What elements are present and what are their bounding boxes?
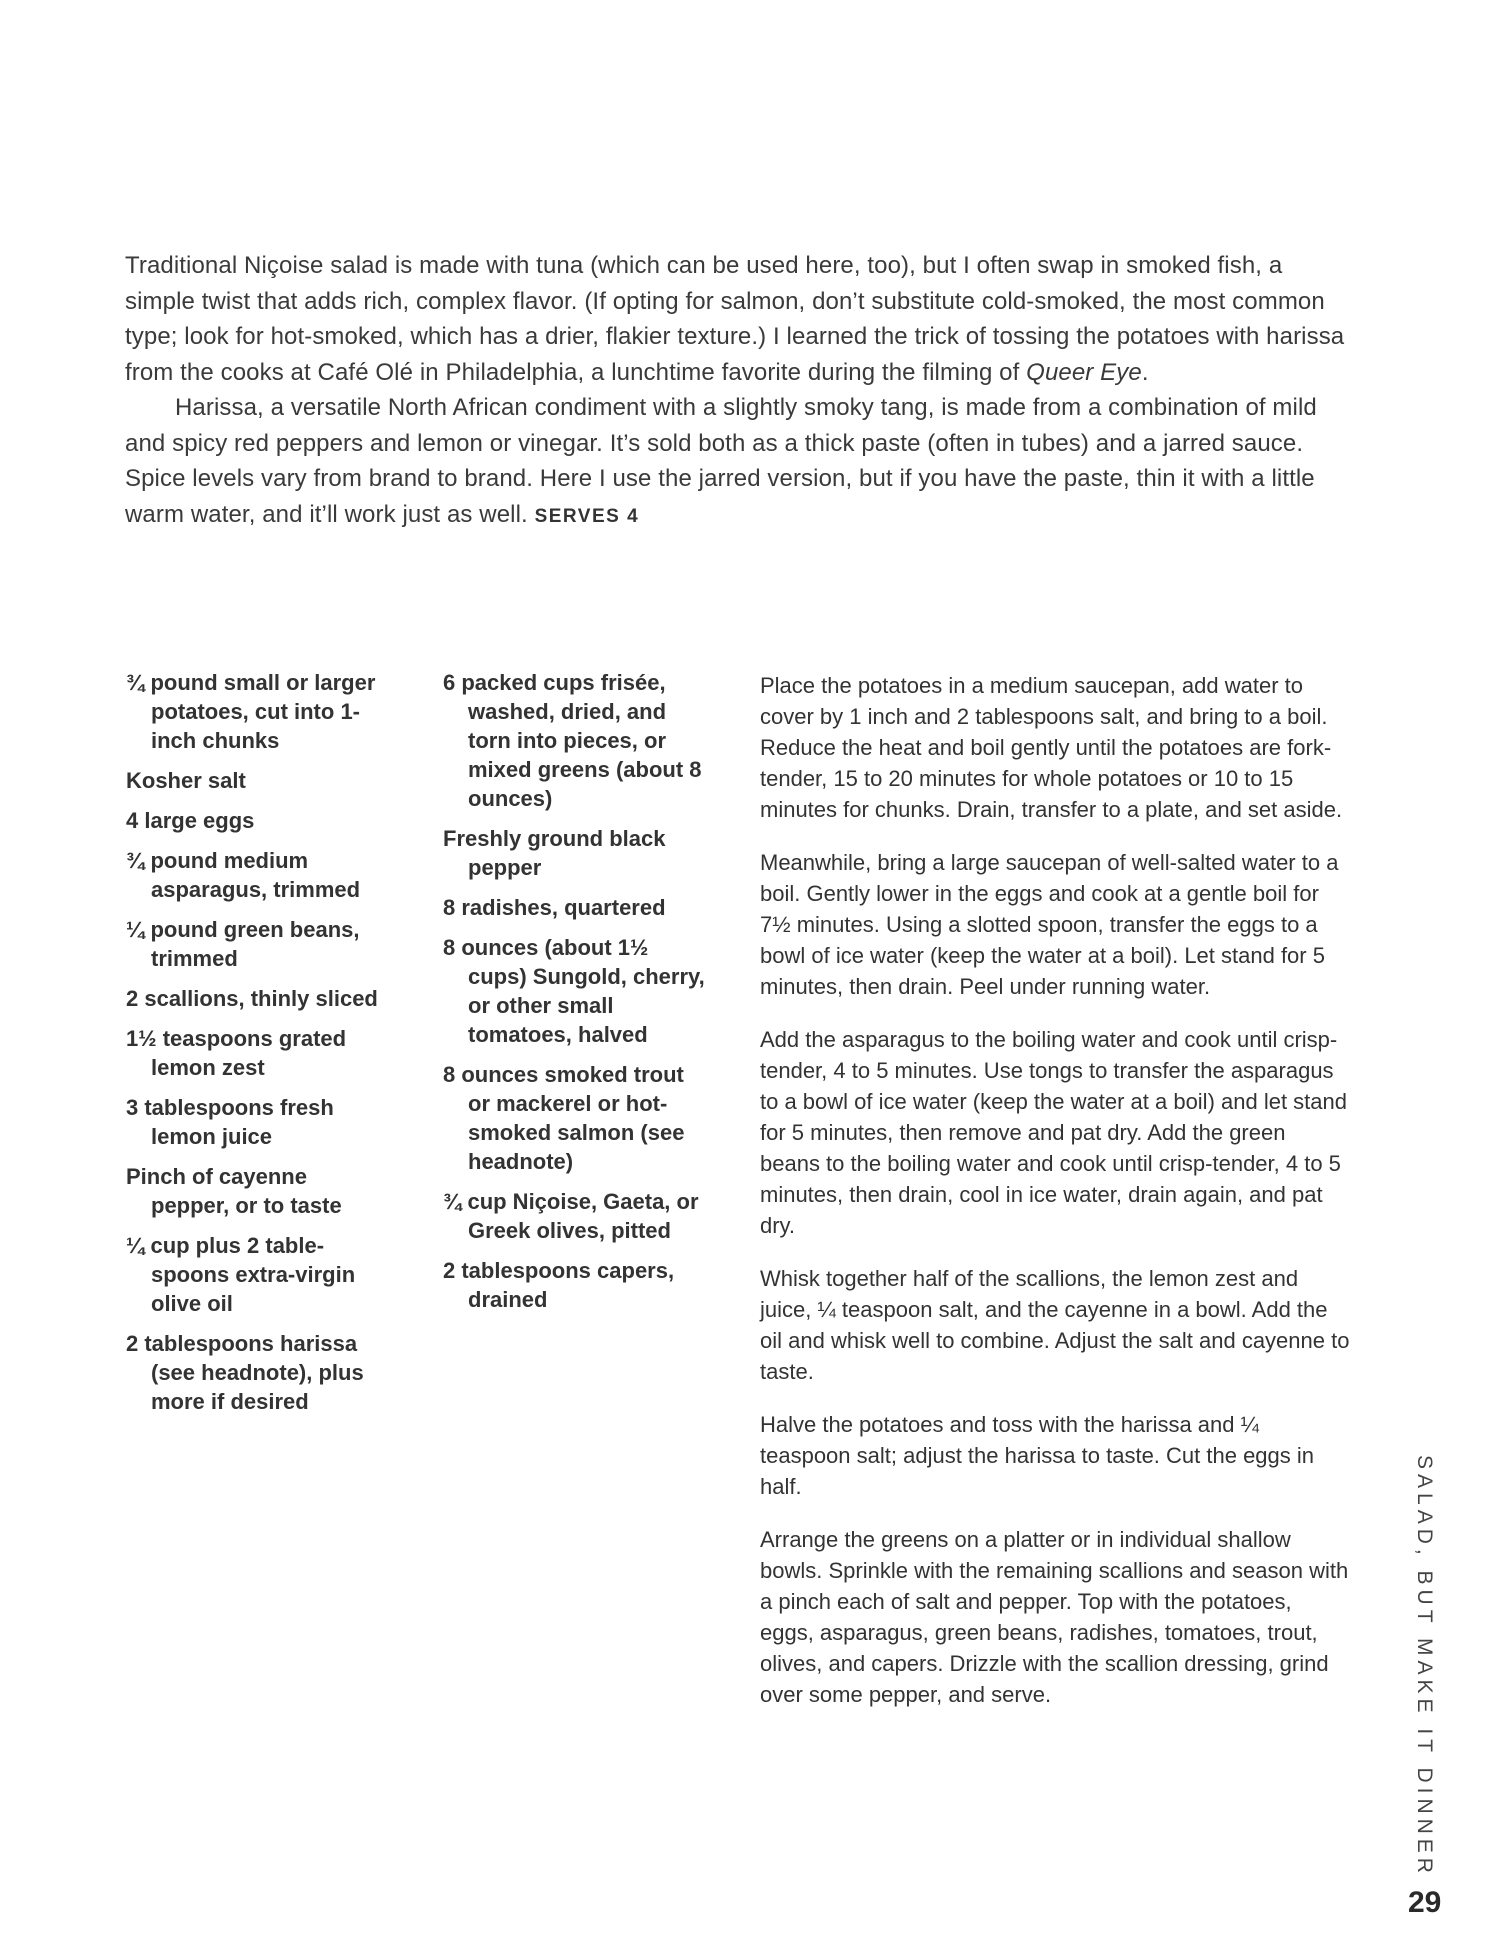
headnote-paragraph-2 bbox=[125, 390, 1350, 534]
ingredient: Freshly ground black pepper bbox=[443, 826, 666, 880]
direction-step: Add the asparagus to the boiling water and cook until crisp-tender, 4 to 5 minutes. Use tongs to transfer the asparagus to a bowl of ice water (keep the water at a boil) and let stand for 5 minutes, then remove and pat dry. Add the green beans to the boiling water and cook until crisp-tender, 4 to 5 minutes, then drain, cool in ice water, drain again, and pat dry. bbox=[760, 1027, 1347, 1238]
ingredient: 8 ounces smoked trout or mackerel or hot-smoked salmon (see headnote) bbox=[443, 1062, 685, 1174]
ingredient: Pinch of cayenne pepper, or to taste bbox=[126, 1164, 342, 1218]
ingredient: ¾ cup Niçoise, Gaeta, or Greek olives, pitted bbox=[443, 1189, 699, 1243]
headnote-text: Traditional Niçoise salad is made with tuna (which can be used here, too), but I often swap in smoked fish, a simple twist that adds rich, complex flavor. (If opting for salmon, don’t substitute cold-smoked, the most common type; look for hot-smoked, which has a drier, flakier texture.) I learned the trick of tossing the potatoes with harissa from the cooks at Café Olé in Philadelphia, a lunchtime favorite during the filming of bbox=[125, 252, 1345, 386]
ingredient: ¾ pound small or larger potatoes, cut into 1-inch chunks bbox=[126, 670, 376, 753]
headnote-text: Harissa, a versatile North African condiment with a slightly smoky tang, is made from a combination of mild and spicy red peppers and lemon or vinegar. It’s sold both as a thick paste (often in tubes) and a jarred sauce. Spice levels vary from brand to brand. Here I use the jarred version, but if you have the paste, thin it with a little warm water, and it’ll work just as well. bbox=[125, 394, 1317, 528]
direction-step: Meanwhile, bring a large saucepan of well-salted water to a boil. Gently lower in the eggs and cook at a gentle boil for 7½ minutes. Using a slotted spoon, transfer the eggs to a bowl of ice water (keep the water at a boil). Let stand for 5 minutes, then drain. Peel under running water. bbox=[760, 850, 1339, 999]
directions bbox=[760, 670, 1350, 1732]
ingredient: 1½ teaspoons grated lemon zest bbox=[126, 1026, 347, 1080]
direction-step: Whisk together half of the scallions, the lemon zest and juice, ¼ teaspoon salt, and the cayenne in a bowl. Add the oil and whisk well to combine. Adjust the salt and cayenne to taste. bbox=[760, 1266, 1350, 1384]
ingredient: 6 packed cups frisée, washed, dried, and torn into pieces, or mixed greens (about 8 ounces) bbox=[443, 670, 702, 811]
serves-label: SERVES 4 bbox=[534, 505, 640, 527]
direction-step: Place the potatoes in a medium saucepan, add water to cover by 1 inch and 2 tablespoons salt, and bring to a boil. Reduce the heat and boil gently until the potatoes are fork-tender, 15 to 20 minutes for whole potatoes or 10 to 15 minutes for chunks. Drain, transfer to a plate, and set aside. bbox=[760, 673, 1343, 822]
headnote-paragraph-1 bbox=[125, 248, 1350, 390]
ingredients-column-2 bbox=[443, 668, 708, 1325]
direction-step: Arrange the greens on a platter or in individual shallow bowls. Sprinkle with the remaining scallions and season with a pinch each of salt and pepper. Top with the potatoes, eggs, asparagus, green beans, radishes, tomatoes, trout, olives, and capers. Drizzle with the scallion dressing, grind over some pepper, and serve. bbox=[760, 1527, 1349, 1707]
ingredient: Kosher salt bbox=[126, 768, 246, 793]
ingredient: 8 radishes, quartered bbox=[443, 895, 666, 920]
ingredient: 3 tablespoons fresh lemon juice bbox=[126, 1095, 334, 1149]
headnote-text: . bbox=[1141, 358, 1149, 386]
ingredient: ¾ pound medium asparagus, trimmed bbox=[126, 848, 361, 902]
headnote bbox=[125, 248, 1350, 534]
ingredient: 8 ounces (about 1½ cups) Sungold, cherry, or other small tomatoes, halved bbox=[443, 935, 705, 1047]
ingredient: ¼ pound green beans, trimmed bbox=[126, 917, 360, 971]
ingredient: 2 scallions, thinly sliced bbox=[126, 986, 378, 1011]
ingredient: 2 tablespoons harissa (see headnote), plus more if desired bbox=[126, 1331, 364, 1414]
page-number: 29 bbox=[1408, 1886, 1442, 1919]
running-head: SALAD, BUT MAKE IT DINNER bbox=[1413, 1455, 1436, 1878]
show-title: Queer Eye bbox=[1026, 358, 1142, 386]
ingredients-column-1 bbox=[126, 668, 381, 1427]
ingredient: 2 tablespoons capers, drained bbox=[443, 1258, 675, 1312]
direction-step: Halve the potatoes and toss with the harissa and ¼ teaspoon salt; adjust the harissa to taste. Cut the eggs in half. bbox=[760, 1412, 1315, 1499]
ingredient: ¼ cup plus 2 table-spoons extra-virgin olive oil bbox=[126, 1233, 356, 1316]
ingredient: 4 large eggs bbox=[126, 808, 255, 833]
